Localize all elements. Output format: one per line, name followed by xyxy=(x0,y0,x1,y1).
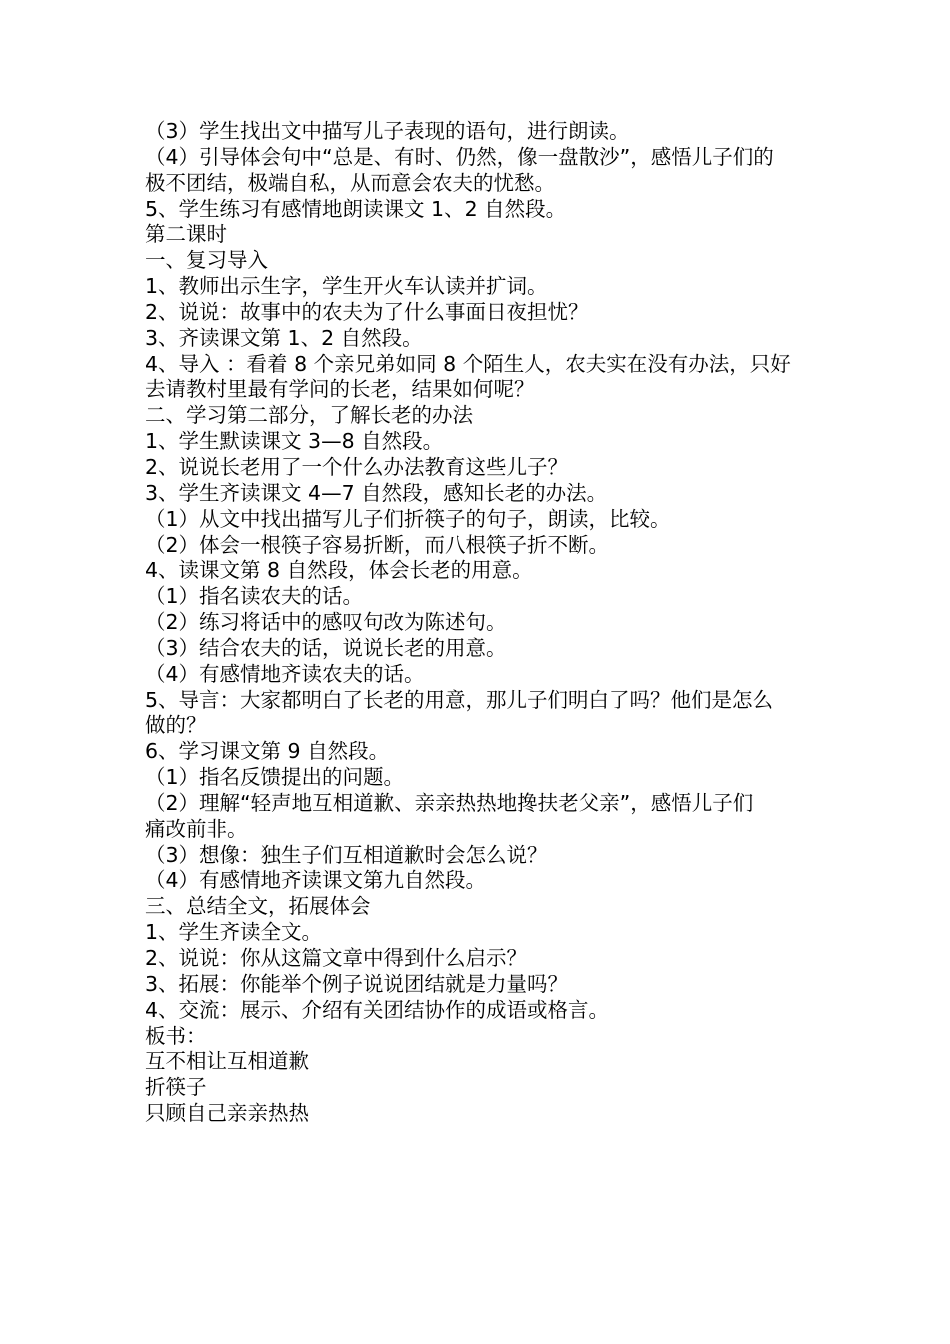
text-line: 1、学生默读课文 3—8 自然段。 xyxy=(145,429,444,454)
text-line: （4）有感情地齐读课文第九自然段。 xyxy=(145,868,487,893)
text-line: （2）体会一根筷子容易折断，而八根筷子折不断。 xyxy=(145,532,610,557)
text-line: 做的？ xyxy=(145,713,207,738)
text-line: 5、学生练习有感情地朗读课文 1、2 自然段。 xyxy=(145,196,567,221)
text-line: 1、学生齐读全文。 xyxy=(145,920,323,945)
section-heading: 三、总结全文，拓展体会 xyxy=(145,894,371,919)
text-line: 4、导入 ：看着 8 个亲兄弟如同 8 个陌生人，农夫实在没有办法，只好 xyxy=(145,351,791,376)
text-line: 6、学习课文第 9 自然段。 xyxy=(145,739,390,764)
blackboard-line: 互不相让互相道歉 xyxy=(145,1049,309,1074)
text-line: 5、导言：大家都明白了长老的用意，那儿子们明白了吗？他们是怎么 xyxy=(145,687,774,712)
document-page xyxy=(145,119,813,1127)
text-line: 痛改前非。 xyxy=(145,816,248,841)
text-line: 极不团结，极端自私，从而意会农夫的忧愁。 xyxy=(145,170,555,195)
text-line: 去请教村里最有学问的长老，结果如何呢？ xyxy=(145,377,535,402)
text-line: 1、教师出示生字，学生开火车认读并扩词。 xyxy=(145,274,548,299)
section-heading: 二、学习第二部分，了解长老的办法 xyxy=(145,403,473,428)
text-line: 3、齐读课文第 1、2 自然段。 xyxy=(145,325,423,350)
text-line: （4）有感情地齐读农夫的话。 xyxy=(145,661,425,686)
text-line: 4、读课文第 8 自然段，体会长老的用意。 xyxy=(145,558,533,583)
text-line: 2、说说：你从这篇文章中得到什么启示？ xyxy=(145,946,528,970)
text-line: （4）引导体会句中“总是、有时、仍然，像一盘散沙”，感悟儿子们的 xyxy=(145,144,774,169)
blackboard-line: 折筷子 xyxy=(145,1075,207,1100)
text-line: （1）指名读农夫的话。 xyxy=(145,584,364,609)
blackboard-line: 只顾自己亲亲热热 xyxy=(145,1101,309,1126)
text-line: （3）学生找出文中描写儿子表现的语句，进行朗读。 xyxy=(145,119,630,143)
text-line: （1）指名反馈提出的问题。 xyxy=(145,765,405,790)
text-line: （2）练习将话中的感叹句改为陈述句。 xyxy=(145,610,507,635)
text-line: （2）理解“轻声地互相道歉、亲亲热热地搀扶老父亲”，感悟儿子们 xyxy=(145,790,754,815)
text-line: 3、学生齐读课文 4—7 自然段，感知长老的办法。 xyxy=(145,480,608,505)
section-heading: 一、复习导入 xyxy=(145,248,268,273)
section-heading: 第二课时 xyxy=(145,222,227,247)
text-line: （3）结合农夫的话，说说长老的用意。 xyxy=(145,635,507,660)
text-line: 2、说说：故事中的农夫为了什么事面日夜担忧？ xyxy=(145,299,589,324)
text-line: 4、交流：展示、介绍有关团结协作的成语或格言。 xyxy=(145,997,610,1022)
text-line: （1）从文中找出描写儿子们折筷子的句子，朗读，比较。 xyxy=(145,506,671,531)
text-line: （3）想像：独生子们互相道歉时会怎么说？ xyxy=(145,842,548,867)
text-line: 3、拓展：你能举个例子说说团结就是力量吗？ xyxy=(145,971,569,996)
blackboard-heading: 板书： xyxy=(145,1023,207,1048)
text-line: 2、说说长老用了一个什么办法教育这些儿子？ xyxy=(145,454,569,479)
